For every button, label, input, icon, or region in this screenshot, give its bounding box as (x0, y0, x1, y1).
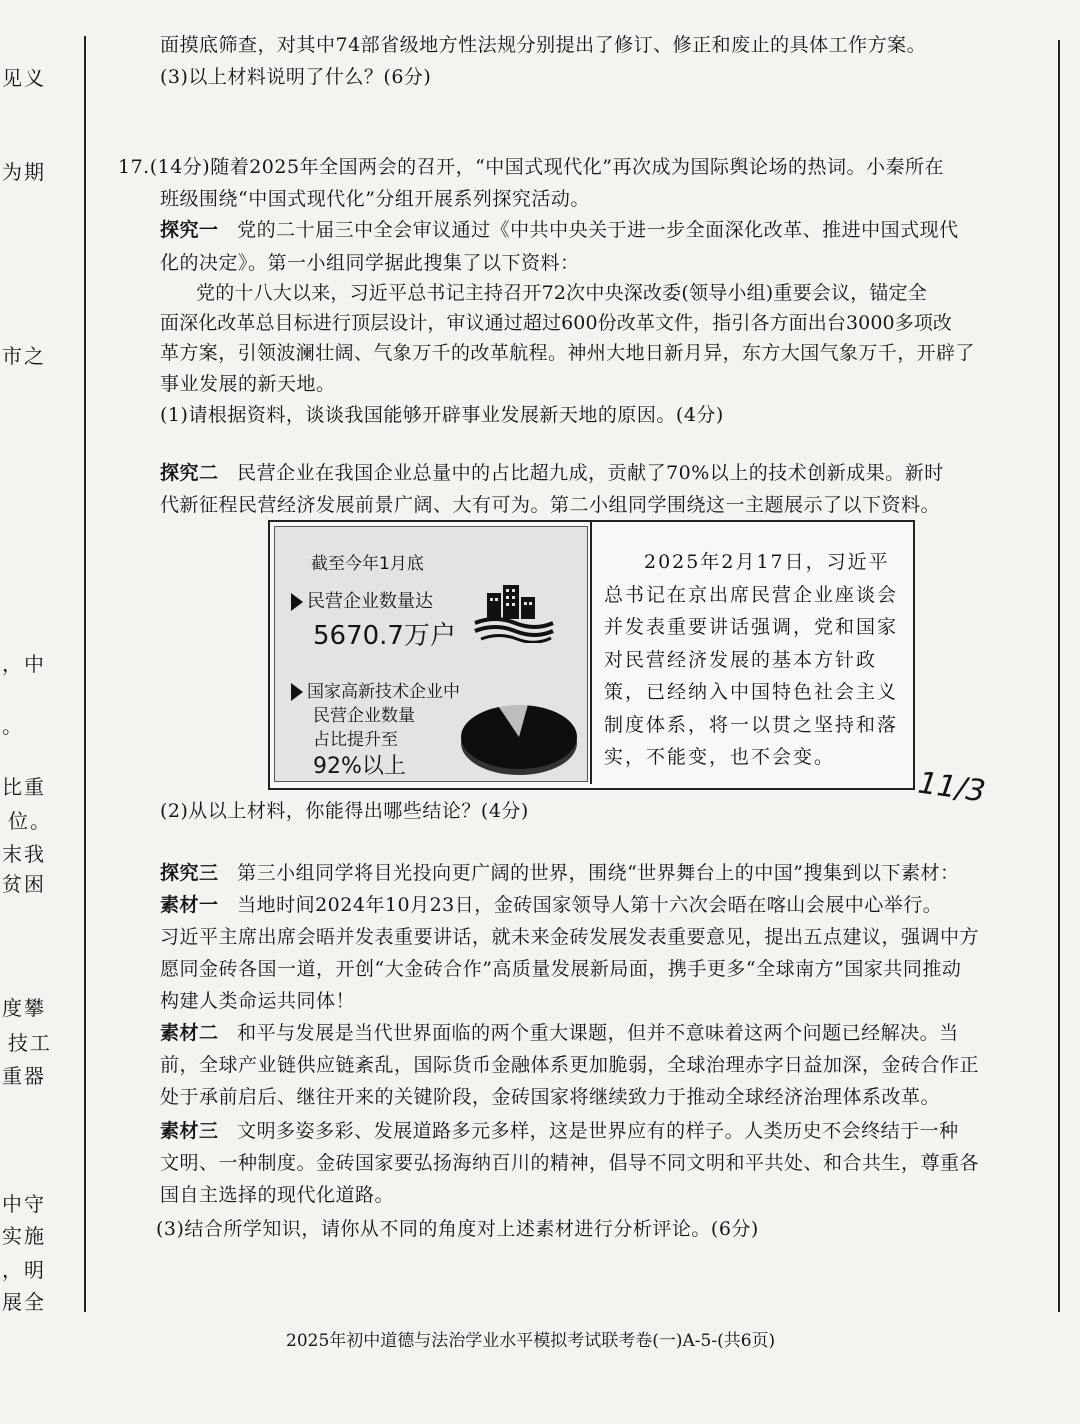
infographic-item1-label: 民营企业数量达 (291, 587, 433, 613)
infographic-item2-label3: 占比提升至 (313, 730, 398, 750)
margin-fragment: 实施 (2, 1224, 46, 1248)
infographic-date: 截至今年1月底 (311, 554, 424, 574)
margin-fragment: 中守 (2, 1192, 46, 1216)
material1-line: 面深化改革总目标进行顶层设计，审议通过超过600份改革文件，指引各方面出台3000多项改 (160, 312, 953, 334)
infographic-panel (274, 526, 588, 782)
speech-line: 对民营经济发展的基本方针政 (604, 648, 878, 671)
speech-line: 2025年2月17日，习近平 (644, 551, 890, 573)
margin-fragment: 比重 (2, 775, 46, 799)
material1-line: 事业发展的新天地。 (160, 373, 336, 395)
margin-fragment: 重器 (2, 1064, 46, 1088)
speech-text (604, 546, 904, 774)
handwritten-score: 11/3 (915, 765, 988, 810)
material-box (268, 520, 915, 790)
margin-fragment: 末我 (2, 842, 46, 866)
source1-line: 构建人类命运共同体！ (160, 990, 356, 1012)
pie-chart (457, 693, 581, 781)
infographic-item1-value: 5670.7万户 (313, 621, 456, 651)
material1-line: 革方案，引领波澜壮阔、气象万千的改革航程。神州大地日新月异，东方大国气象万千，开辟了 (160, 342, 975, 364)
source1-label: 素材一 (160, 894, 219, 916)
q17-intro-line1: 17.(14分)随着2025年全国两会的召开，“中国式现代化”再次成为国际舆论场的热词。小秦所在 (118, 156, 945, 178)
source3-line: 文明、一种制度。金砖国家要弘扬海纳百川的精神，倡导不同文明和平共处、和合共生，尊重各 (160, 1152, 980, 1174)
question-16-3: (3)以上材料说明了什么？(6分) (160, 66, 432, 88)
source3-label: 素材三 (160, 1120, 219, 1142)
source2-line: 处于承前启后、继往开来的关键阶段，金砖国家将继续致力于推动全球经济治理体系改革。 (160, 1086, 941, 1108)
infographic-item2-value: 92%以上 (313, 754, 406, 779)
margin-fragment: 度攀 (2, 996, 46, 1020)
continuation-text: 面摸底筛查，对其中74部省级地方性法规分别提出了修订、修正和废止的具体工作方案。 (160, 34, 927, 56)
box-divider (590, 522, 592, 784)
explore2-line2: 代新征程民营经济发展前景广阔、大有可为。第二小组同学围绕这一主题展示了以下资料。 (160, 494, 941, 516)
explore3-line: 探究三 第三小组同学将目光投向更广阔的世界，围绕“世界舞台上的中国”搜集到以下素材： (160, 862, 960, 884)
source2-label: 素材二 (160, 1022, 219, 1044)
margin-fragment: 市之 (2, 344, 46, 368)
source3-line1: 素材三 文明多姿多彩、发展道路多元多样，这是世界应有的样子。人类历史不会终结于一种 (160, 1120, 959, 1142)
infographic-item2-label1: 国家高新技术企业中 (291, 677, 460, 702)
source2-line1: 素材二 和平与发展是当代世界面临的两个重大课题，但并不意味着这两个问题已经解决。当 (160, 1022, 959, 1044)
infographic-item2-label2: 民营企业数量 (313, 706, 415, 726)
source1-line: 习近平主席出席会晤并发表重要讲话，就未来金砖发展发表重要意见，提出五点建议，强调中方 (160, 926, 980, 948)
question-17-2: (2)从以上材料，你能得出哪些结论？(4分) (160, 800, 529, 822)
source2-line: 前，全球产业链供应链紊乱，国际货币金融体系更加脆弱，全球治理赤字日益加深，金砖合作正 (160, 1054, 980, 1076)
q17-intro-line2: 班级围绕“中国式现代化”分组开展系列探究活动。 (160, 188, 590, 210)
right-margin-rule (1058, 40, 1060, 1312)
margin-fragment: 见义 (2, 66, 46, 90)
explore2-label: 探究二 (160, 462, 219, 484)
triangle-bullet-icon (291, 593, 303, 611)
material1-line: 党的十八大以来，习近平总书记主持召开72次中央深改委(领导小组)重要会议，锚定全 (196, 282, 928, 304)
speech-line: 总书记在京出席民营企业座谈会 (604, 583, 899, 606)
explore1-line1: 探究一 党的二十届三中全会审议通过《中共中央关于进一步全面深化改革、推进中国式现代 (160, 219, 959, 241)
speech-line: 实，不能变，也不会变。 (604, 746, 836, 768)
explore3-label: 探究三 (160, 862, 219, 884)
margin-fragment: ，中 (2, 652, 46, 676)
margin-fragment: 为期 (2, 160, 46, 184)
margin-fragment: 。 (2, 714, 24, 738)
margin-fragment: 位。 (8, 809, 52, 833)
explore2-line1: 探究二 民营企业在我国企业总量中的占比超九成，贡献了70%以上的技术创新成果。新时 (160, 462, 944, 484)
source1-line: 愿同金砖各国一道，开创“大金砖合作”高质量发展新局面，携手更多“全球南方”国家共同推动 (160, 958, 962, 980)
source3-line: 国自主选择的现代化道路。 (160, 1184, 395, 1206)
explore1-label: 探究一 (160, 219, 219, 241)
speech-line: 策，已经纳入中国特色社会主义 (604, 681, 899, 703)
left-binding-rule (84, 36, 86, 1312)
question-17-1: (1)请根据资料，谈谈我国能够开辟事业发展新天地的原因。(4分) (160, 404, 724, 426)
buildings-icon (473, 583, 555, 643)
triangle-bullet-icon (291, 683, 303, 701)
question-17-3: (3)结合所学知识，请你从不同的角度对上述素材进行分析评论。(6分) (156, 1218, 759, 1240)
explore1-line2: 化的决定》。第一小组同学据此搜集了以下资料： (160, 252, 580, 274)
margin-fragment: 技工 (8, 1031, 52, 1055)
margin-fragment: 贫困 (2, 872, 46, 896)
page-footer: 2025年初中道德与法治学业水平模拟考试联考卷(一)A-5-(共6页) (286, 1331, 776, 1351)
source1-line1: 素材一 当地时间2024年10月23日，金砖国家领导人第十六次会晤在喀山会展中心举行。 (160, 894, 943, 916)
speech-line: 并发表重要讲话强调，党和国家 (604, 616, 899, 638)
speech-line: 制度体系，将一以贯之坚持和落 (604, 713, 899, 736)
margin-fragment: ，明 (2, 1258, 46, 1282)
margin-fragment: 展全 (2, 1290, 46, 1314)
